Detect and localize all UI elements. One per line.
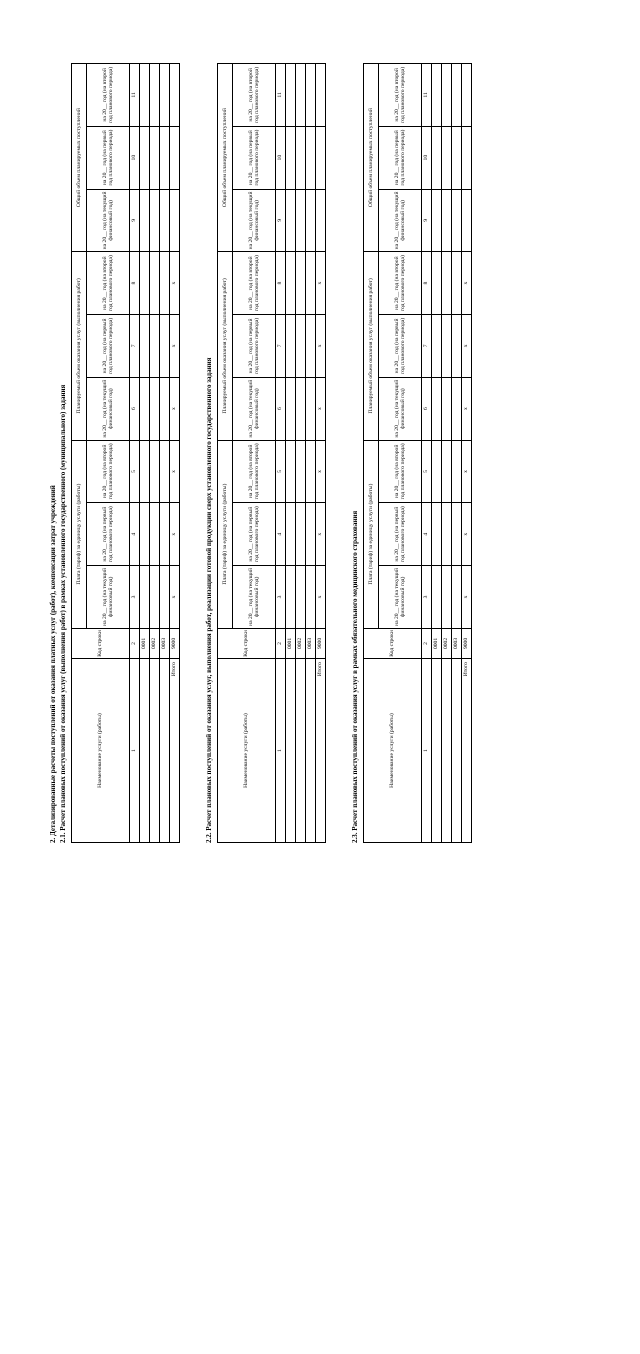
value-cell bbox=[452, 566, 462, 629]
value-cell bbox=[306, 126, 316, 189]
value-cell bbox=[442, 377, 452, 440]
column-number: 8 bbox=[276, 252, 286, 315]
calculation-table bbox=[217, 63, 326, 843]
value-cell bbox=[160, 503, 170, 566]
value-cell bbox=[442, 252, 452, 315]
header-service-name: Наименование услуги (работы) bbox=[364, 659, 422, 843]
x-mark-cell: х bbox=[170, 440, 180, 503]
value-cell bbox=[160, 440, 170, 503]
header-period-second: на 20__ год (на второй год планового периода) bbox=[233, 440, 276, 503]
column-number: 11 bbox=[130, 64, 140, 127]
row-code-cell: 0001 bbox=[432, 628, 442, 658]
x-mark-cell: х bbox=[462, 566, 472, 629]
value-cell bbox=[160, 252, 170, 315]
value-cell bbox=[442, 189, 452, 252]
value-cell bbox=[306, 440, 316, 503]
column-number: 4 bbox=[130, 503, 140, 566]
header-period-second: на 20__ год (на второй год планового периода) bbox=[87, 440, 130, 503]
value-cell bbox=[140, 189, 150, 252]
total-label: Итого bbox=[462, 659, 472, 843]
sub-heading: 2.1. Расчет плановых поступлений от оказания услуг (выполнения работ) в рамках установленного государственного (муниципального) задания bbox=[59, 384, 67, 843]
value-cell bbox=[286, 126, 296, 189]
table-row bbox=[432, 64, 442, 843]
header-period-first: на 20__ год (на первый год планового периода) bbox=[87, 315, 130, 378]
value-cell bbox=[296, 503, 306, 566]
column-number: 3 bbox=[276, 566, 286, 629]
total-value-cell bbox=[170, 189, 180, 252]
service-name-cell bbox=[442, 659, 452, 843]
header-period-first: на 20__ год (на первый год планового периода) bbox=[379, 315, 422, 378]
column-number: 6 bbox=[276, 377, 286, 440]
value-cell bbox=[442, 503, 452, 566]
value-cell bbox=[432, 440, 442, 503]
value-cell bbox=[296, 64, 306, 127]
value-cell bbox=[442, 64, 452, 127]
column-number: 10 bbox=[422, 126, 432, 189]
x-mark-cell: х bbox=[170, 252, 180, 315]
value-cell bbox=[296, 252, 306, 315]
value-cell bbox=[140, 315, 150, 378]
header-row-code: Код строки bbox=[218, 628, 276, 658]
value-cell bbox=[306, 189, 316, 252]
value-cell bbox=[432, 315, 442, 378]
column-number: 2 bbox=[422, 628, 432, 658]
service-name-cell bbox=[286, 659, 296, 843]
row-code-cell: 0002 bbox=[150, 628, 160, 658]
value-cell bbox=[432, 189, 442, 252]
value-cell bbox=[442, 440, 452, 503]
calculation-table bbox=[363, 63, 472, 843]
value-cell bbox=[286, 440, 296, 503]
value-cell bbox=[286, 503, 296, 566]
header-row-code: Код строки bbox=[72, 628, 130, 658]
calculation-table bbox=[71, 63, 180, 843]
table-row bbox=[150, 64, 160, 843]
value-cell bbox=[160, 315, 170, 378]
row-code-cell: 0003 bbox=[452, 628, 462, 658]
value-cell bbox=[432, 252, 442, 315]
header-period-current: на 20__ год (на текущий финансовый год) bbox=[233, 189, 276, 252]
value-cell bbox=[296, 566, 306, 629]
value-cell bbox=[432, 126, 442, 189]
value-cell bbox=[452, 503, 462, 566]
value-cell bbox=[442, 126, 452, 189]
column-number: 1 bbox=[422, 659, 432, 843]
x-mark-cell: х bbox=[170, 315, 180, 378]
value-cell bbox=[306, 64, 316, 127]
value-cell bbox=[140, 503, 150, 566]
value-cell bbox=[296, 440, 306, 503]
x-mark-cell: х bbox=[462, 503, 472, 566]
header-period-first: на 20__ год (на первый год планового периода) bbox=[379, 126, 422, 189]
total-value-cell bbox=[316, 126, 326, 189]
value-cell bbox=[452, 377, 462, 440]
column-number: 7 bbox=[130, 315, 140, 378]
column-number: 10 bbox=[276, 126, 286, 189]
service-name-cell bbox=[160, 659, 170, 843]
service-name-cell bbox=[150, 659, 160, 843]
value-cell bbox=[432, 64, 442, 127]
column-number: 11 bbox=[422, 64, 432, 127]
header-period-current: на 20__ год (на текущий финансовый год) bbox=[87, 566, 130, 629]
value-cell bbox=[306, 566, 316, 629]
section-title: 2.2. Расчет плановых поступлений от оказания услуг, выполнения работ, реализации готовой продукции сверх установленного государственного задания bbox=[205, 357, 213, 843]
value-cell bbox=[160, 189, 170, 252]
column-number: 9 bbox=[276, 189, 286, 252]
value-cell bbox=[140, 566, 150, 629]
value-cell bbox=[150, 252, 160, 315]
column-number: 10 bbox=[130, 126, 140, 189]
header-price-group: Плата (тариф) за единицу услуги (работы) bbox=[364, 440, 379, 628]
column-number: 1 bbox=[276, 659, 286, 843]
x-mark-cell: х bbox=[462, 440, 472, 503]
total-value-cell bbox=[170, 126, 180, 189]
value-cell bbox=[160, 566, 170, 629]
tables-container bbox=[71, 63, 472, 843]
header-service-name: Наименование услуги (работы) bbox=[218, 659, 276, 843]
table-row bbox=[306, 64, 316, 843]
column-number: 4 bbox=[276, 503, 286, 566]
header-total-group: Общий объем планируемых поступлений bbox=[72, 64, 87, 252]
value-cell bbox=[306, 252, 316, 315]
column-number: 9 bbox=[130, 189, 140, 252]
value-cell bbox=[286, 252, 296, 315]
value-cell bbox=[150, 566, 160, 629]
service-name-cell bbox=[296, 659, 306, 843]
header-period-second: на 20__ год (на второй год планового периода) bbox=[379, 252, 422, 315]
total-value-cell bbox=[170, 64, 180, 127]
total-value-cell bbox=[462, 64, 472, 127]
value-cell bbox=[452, 64, 462, 127]
table-row bbox=[452, 64, 462, 843]
value-cell bbox=[140, 252, 150, 315]
service-name-cell bbox=[140, 659, 150, 843]
x-mark-cell: х bbox=[316, 315, 326, 378]
column-number: 6 bbox=[130, 377, 140, 440]
header-period-first: на 20__ год (на первый год планового периода) bbox=[379, 503, 422, 566]
header-period-second: на 20__ год (на второй год планового периода) bbox=[87, 64, 130, 127]
value-cell bbox=[286, 64, 296, 127]
x-mark-cell: х bbox=[170, 566, 180, 629]
x-mark-cell: х bbox=[316, 503, 326, 566]
value-cell bbox=[160, 377, 170, 440]
header-period-current: на 20__ год (на текущий финансовый год) bbox=[379, 189, 422, 252]
value-cell bbox=[442, 315, 452, 378]
document-content bbox=[48, 63, 472, 843]
column-number: 4 bbox=[422, 503, 432, 566]
column-number: 1 bbox=[130, 659, 140, 843]
row-code-cell: 0003 bbox=[160, 628, 170, 658]
value-cell bbox=[286, 189, 296, 252]
x-mark-cell: х bbox=[316, 566, 326, 629]
value-cell bbox=[140, 64, 150, 127]
header-period-current: на 20__ год (на текущий финансовый год) bbox=[379, 566, 422, 629]
value-cell bbox=[140, 126, 150, 189]
service-name-cell bbox=[306, 659, 316, 843]
table-row bbox=[296, 64, 306, 843]
x-mark-cell: х bbox=[462, 315, 472, 378]
row-code-cell: 0003 bbox=[306, 628, 316, 658]
table-row bbox=[442, 64, 452, 843]
value-cell bbox=[286, 566, 296, 629]
service-name-cell bbox=[452, 659, 462, 843]
header-period-current: на 20__ год (на текущий финансовый год) bbox=[379, 377, 422, 440]
header-price-group: Плата (тариф) за единицу услуги (работы) bbox=[218, 440, 233, 628]
column-number: 7 bbox=[276, 315, 286, 378]
value-cell bbox=[160, 126, 170, 189]
row-code-cell: 0001 bbox=[140, 628, 150, 658]
table-row bbox=[140, 64, 150, 843]
header-period-second: на 20__ год (на второй год планового периода) bbox=[379, 440, 422, 503]
header-period-current: на 20__ год (на текущий финансовый год) bbox=[87, 189, 130, 252]
value-cell bbox=[452, 126, 462, 189]
column-number: 7 bbox=[422, 315, 432, 378]
value-cell bbox=[140, 440, 150, 503]
total-code: 9000 bbox=[170, 628, 180, 658]
total-value-cell bbox=[316, 64, 326, 127]
value-cell bbox=[150, 189, 160, 252]
value-cell bbox=[432, 566, 442, 629]
header-period-first: на 20__ год (на первый год планового периода) bbox=[233, 503, 276, 566]
x-mark-cell: х bbox=[462, 252, 472, 315]
value-cell bbox=[296, 126, 306, 189]
column-number: 2 bbox=[130, 628, 140, 658]
value-cell bbox=[150, 503, 160, 566]
header-period-second: на 20__ год (на второй год планового периода) bbox=[233, 64, 276, 127]
value-cell bbox=[432, 377, 442, 440]
total-code: 9000 bbox=[316, 628, 326, 658]
column-number: 6 bbox=[422, 377, 432, 440]
column-number: 8 bbox=[422, 252, 432, 315]
total-value-cell bbox=[462, 189, 472, 252]
table-row bbox=[286, 64, 296, 843]
table-row bbox=[160, 64, 170, 843]
header-period-current: на 20__ год (на текущий финансовый год) bbox=[233, 377, 276, 440]
value-cell bbox=[140, 377, 150, 440]
header-service-name: Наименование услуги (работы) bbox=[72, 659, 130, 843]
total-label: Итого bbox=[170, 659, 180, 843]
x-mark-cell: х bbox=[462, 377, 472, 440]
service-name-cell bbox=[432, 659, 442, 843]
header-total-group: Общий объем планируемых поступлений bbox=[364, 64, 379, 252]
x-mark-cell: х bbox=[316, 377, 326, 440]
column-number: 2 bbox=[276, 628, 286, 658]
header-period-second: на 20__ год (на второй год планового периода) bbox=[87, 252, 130, 315]
value-cell bbox=[452, 315, 462, 378]
header-price-group: Плата (тариф) за единицу услуги (работы) bbox=[72, 440, 87, 628]
column-number: 3 bbox=[422, 566, 432, 629]
value-cell bbox=[432, 503, 442, 566]
value-cell bbox=[160, 64, 170, 127]
header-volume-group: Планируемый объем оказания услуг (выполнения работ) bbox=[72, 252, 87, 440]
value-cell bbox=[306, 315, 316, 378]
x-mark-cell: х bbox=[316, 440, 326, 503]
header-row-code: Код строки bbox=[364, 628, 422, 658]
value-cell bbox=[296, 189, 306, 252]
value-cell bbox=[286, 315, 296, 378]
total-code: 9000 bbox=[462, 628, 472, 658]
section-title: 2.3. Расчет плановых поступлений от оказания услуг в рамках обязательного медицинского страхования bbox=[351, 510, 359, 843]
value-cell bbox=[150, 440, 160, 503]
row-code-cell: 0002 bbox=[296, 628, 306, 658]
value-cell bbox=[452, 252, 462, 315]
column-number: 11 bbox=[276, 64, 286, 127]
x-mark-cell: х bbox=[316, 252, 326, 315]
column-number: 3 bbox=[130, 566, 140, 629]
header-period-current: на 20__ год (на текущий финансовый год) bbox=[87, 377, 130, 440]
x-mark-cell: х bbox=[170, 377, 180, 440]
column-number: 9 bbox=[422, 189, 432, 252]
main-heading: 2. Детализированные расчеты поступлений от оказания платных услуг (работ), компенсации затрат учреждений bbox=[49, 485, 57, 843]
column-number: 8 bbox=[130, 252, 140, 315]
header-period-first: на 20__ год (на первый год планового периода) bbox=[87, 126, 130, 189]
value-cell bbox=[306, 377, 316, 440]
value-cell bbox=[296, 377, 306, 440]
value-cell bbox=[442, 566, 452, 629]
header-period-first: на 20__ год (на первый год планового периода) bbox=[87, 503, 130, 566]
column-number: 5 bbox=[422, 440, 432, 503]
value-cell bbox=[150, 315, 160, 378]
header-period-second: на 20__ год (на второй год планового периода) bbox=[379, 64, 422, 127]
header-period-current: на 20__ год (на текущий финансовый год) bbox=[233, 566, 276, 629]
row-code-cell: 0002 bbox=[442, 628, 452, 658]
x-mark-cell: х bbox=[170, 503, 180, 566]
value-cell bbox=[452, 189, 462, 252]
value-cell bbox=[306, 503, 316, 566]
value-cell bbox=[452, 440, 462, 503]
total-value-cell bbox=[316, 189, 326, 252]
column-number: 5 bbox=[130, 440, 140, 503]
total-value-cell bbox=[462, 126, 472, 189]
value-cell bbox=[296, 315, 306, 378]
header-period-first: на 20__ год (на первый год планового периода) bbox=[233, 126, 276, 189]
header-period-first: на 20__ год (на первый год планового периода) bbox=[233, 315, 276, 378]
row-code-cell: 0001 bbox=[286, 628, 296, 658]
header-volume-group: Планируемый объем оказания услуг (выполнения работ) bbox=[364, 252, 379, 440]
value-cell bbox=[150, 126, 160, 189]
column-number: 5 bbox=[276, 440, 286, 503]
value-cell bbox=[286, 377, 296, 440]
header-total-group: Общий объем планируемых поступлений bbox=[218, 64, 233, 252]
header-period-second: на 20__ год (на второй год планового периода) bbox=[233, 252, 276, 315]
header-volume-group: Планируемый объем оказания услуг (выполнения работ) bbox=[218, 252, 233, 440]
value-cell bbox=[150, 377, 160, 440]
total-label: Итого bbox=[316, 659, 326, 843]
value-cell bbox=[150, 64, 160, 127]
